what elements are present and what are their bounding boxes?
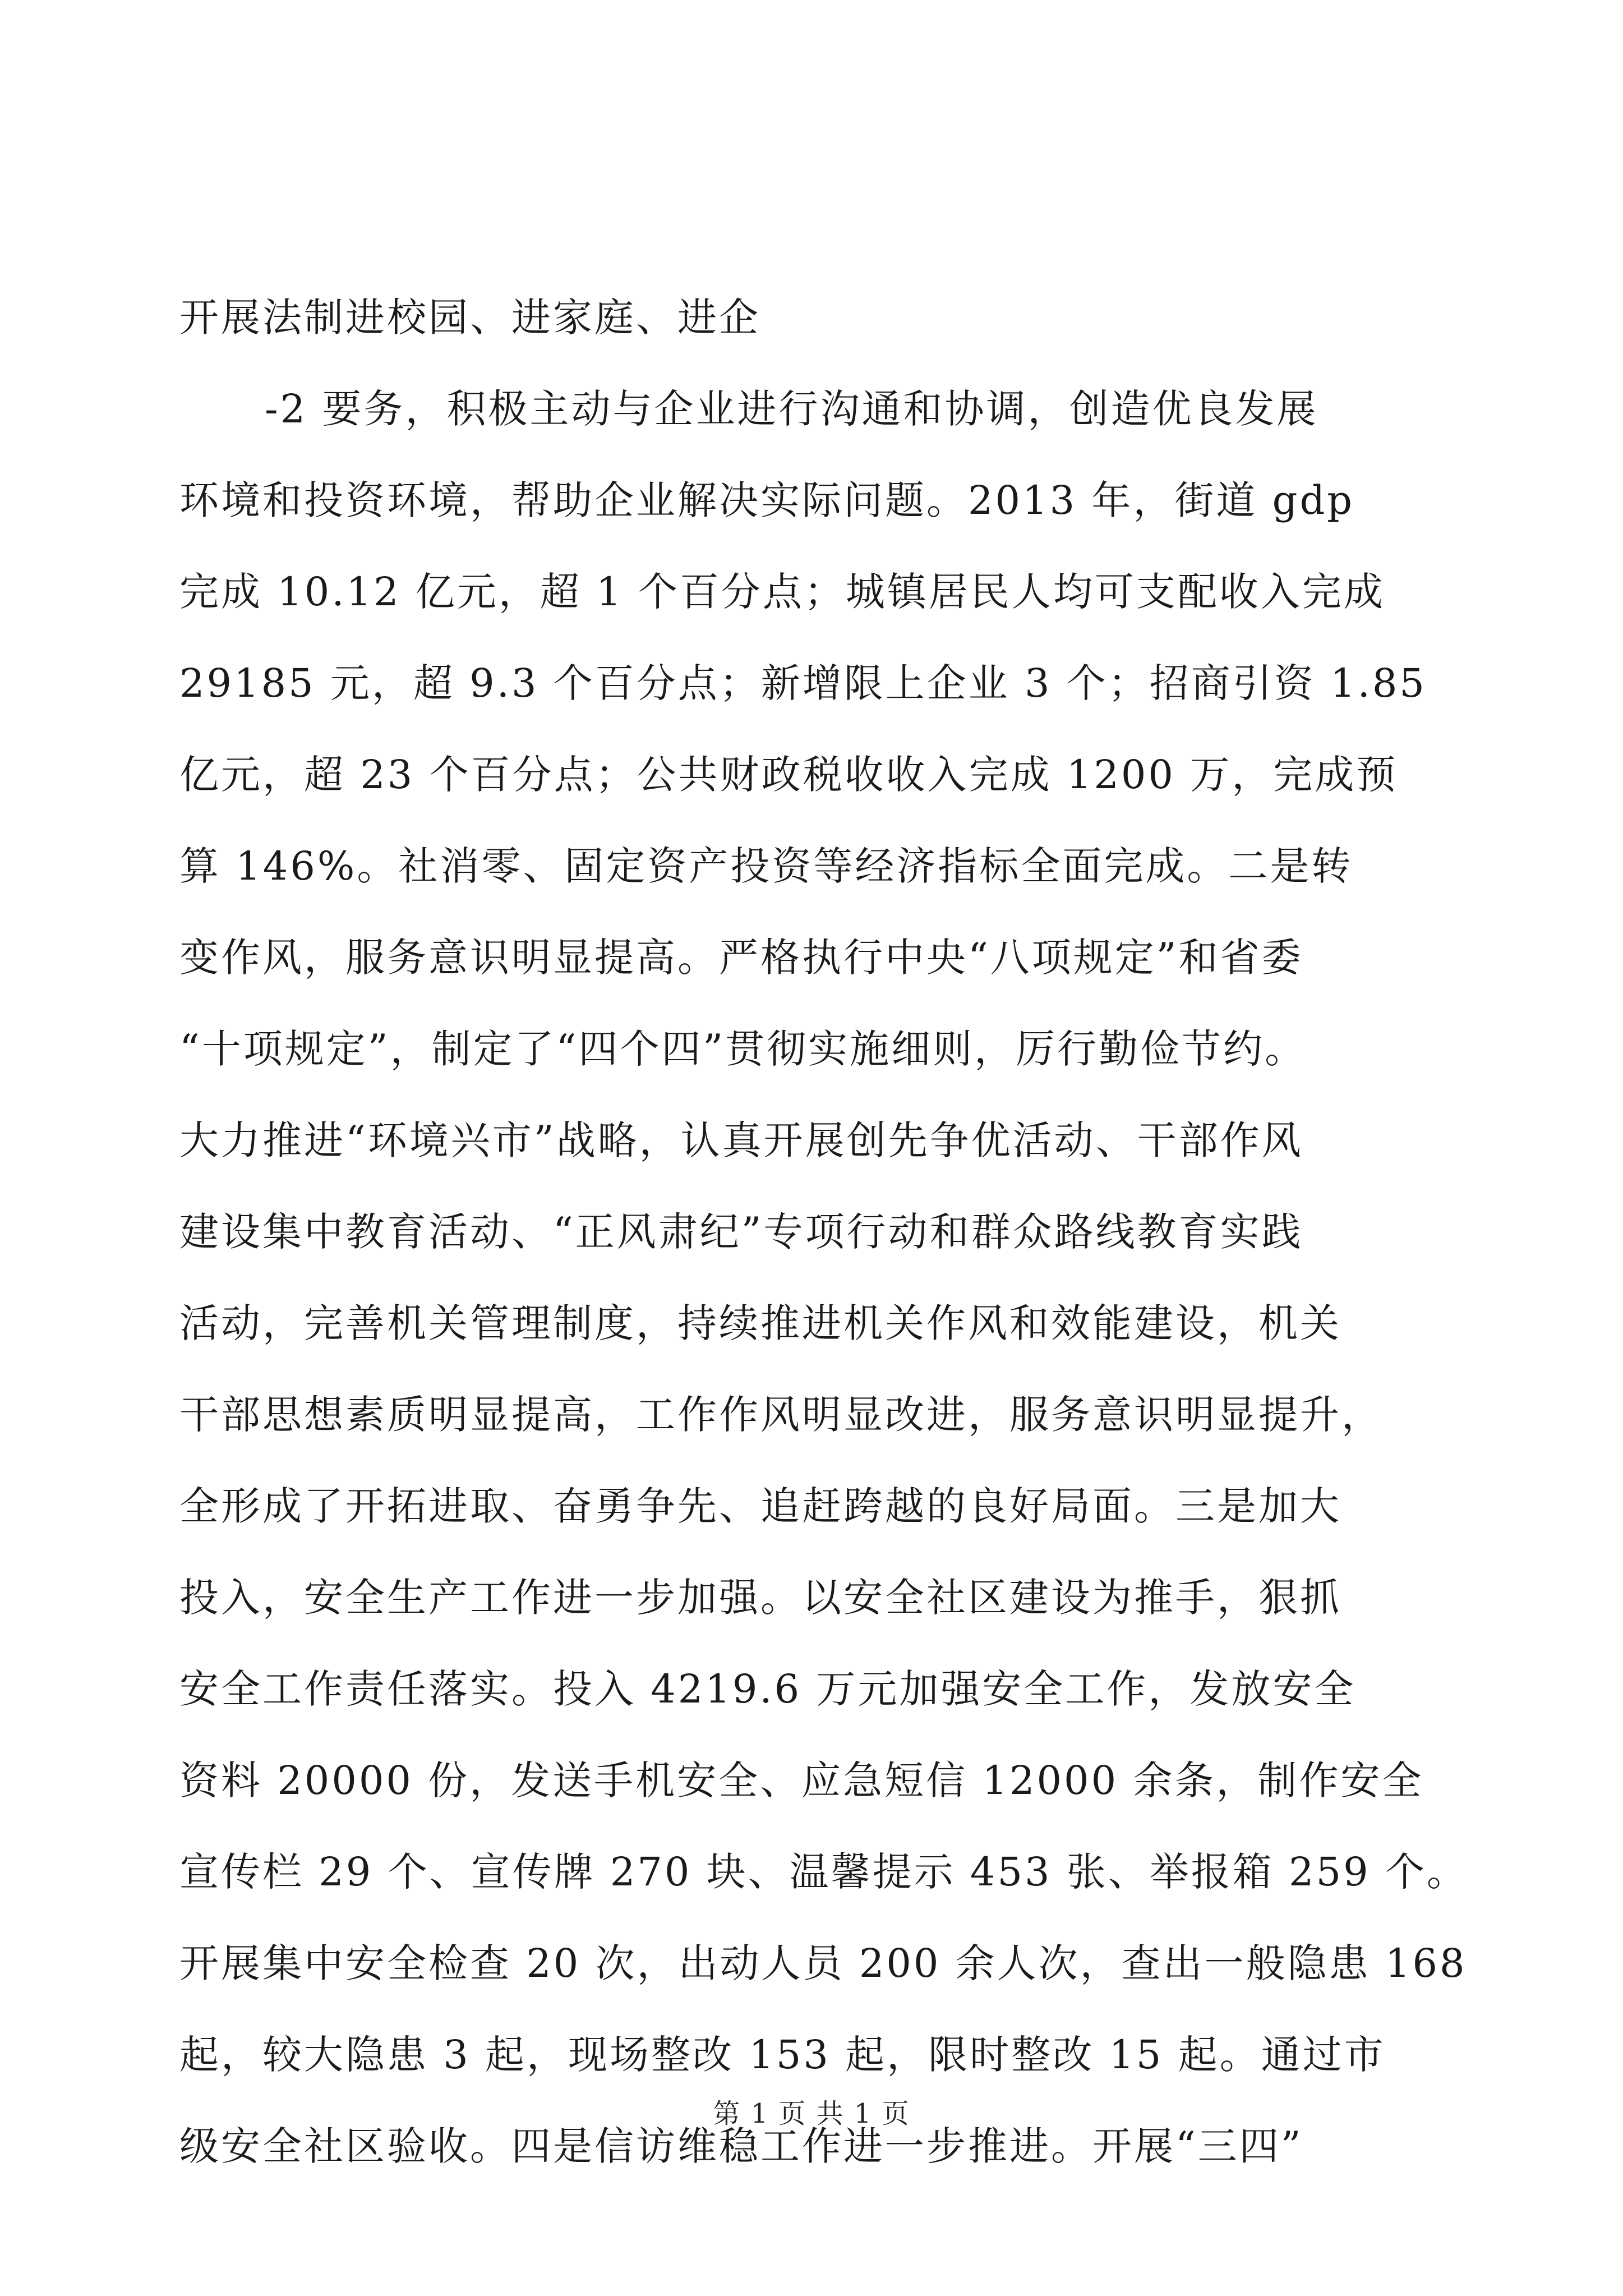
text-line: 算 146%。社消零、固定资产投资等经济指标全面完成。二是转 (179, 843, 1353, 889)
text-line: 级安全社区验收。四是信访维稳工作进一步推进。开展“三四” (179, 2123, 1303, 2169)
text-line: -2 要务，积极主动与企业进行沟通和协调，创造优良发展 (265, 386, 1318, 432)
text-line: 亿元，超 23 个百分点；公共财政税收收入完成 1200 万，完成预 (179, 752, 1398, 798)
text-line: 29185 元，超 9.3 个百分点；新增限上企业 3 个；招商引资 1.85 (179, 660, 1427, 706)
text-line: 建设集中教育活动、“正风肃纪”专项行动和群众路线教育实践 (179, 1209, 1303, 1255)
text-line: 安全工作责任落实。投入 4219.6 万元加强安全工作，发放安全 (179, 1666, 1356, 1712)
page-footer: 第 1 页 共 1 页 (713, 2098, 910, 2129)
text-line: 干部思想素质明显提高，工作作风明显改进，服务意识明显提升， (179, 1392, 1383, 1438)
text-line: 活动，完善机关管理制度，持续推进机关作风和效能建设，机关 (179, 1300, 1341, 1346)
text-line: 全形成了开拓进取、奋勇争先、追赶跨越的良好局面。三是加大 (179, 1483, 1341, 1529)
text-line: 投入，安全生产工作进一步加强。以安全社区建设为推手，狠抓 (179, 1575, 1341, 1621)
text-line: 大力推进“环境兴市”战略，认真开展创先争优活动、干部作风 (179, 1117, 1303, 1163)
text-line: 宣传栏 29 个、宣传牌 270 块、温馨提示 453 张、举报箱 259 个。 (179, 1849, 1468, 1895)
text-line: 资料 20000 份，发送手机安全、应急短信 12000 余条，制作安全 (179, 1757, 1424, 1803)
text-line: 开展法制进校园、进家庭、进企 (179, 295, 760, 341)
text-line: “十项规定”，制定了“四个四”贯彻实施细则，厉行勤俭节约。 (179, 1026, 1307, 1072)
text-line: 环境和投资环境，帮助企业解决实际问题。2013 年，街道 gdp (179, 477, 1355, 523)
text-line: 起，较大隐患 3 起，现场整改 153 起，限时整改 15 起。通过市 (179, 2032, 1386, 2078)
body-text (179, 272, 1468, 2192)
text-line: 完成 10.12 亿元，超 1 个百分点；城镇居民人均可支配收入完成 (179, 569, 1385, 615)
text-line: 开展集中安全检查 20 次，出动人员 200 余人次，查出一般隐患 168 (179, 1940, 1467, 1986)
text-line: 变作风，服务意识明显提高。严格执行中央“八项规定”和省委 (179, 935, 1303, 981)
